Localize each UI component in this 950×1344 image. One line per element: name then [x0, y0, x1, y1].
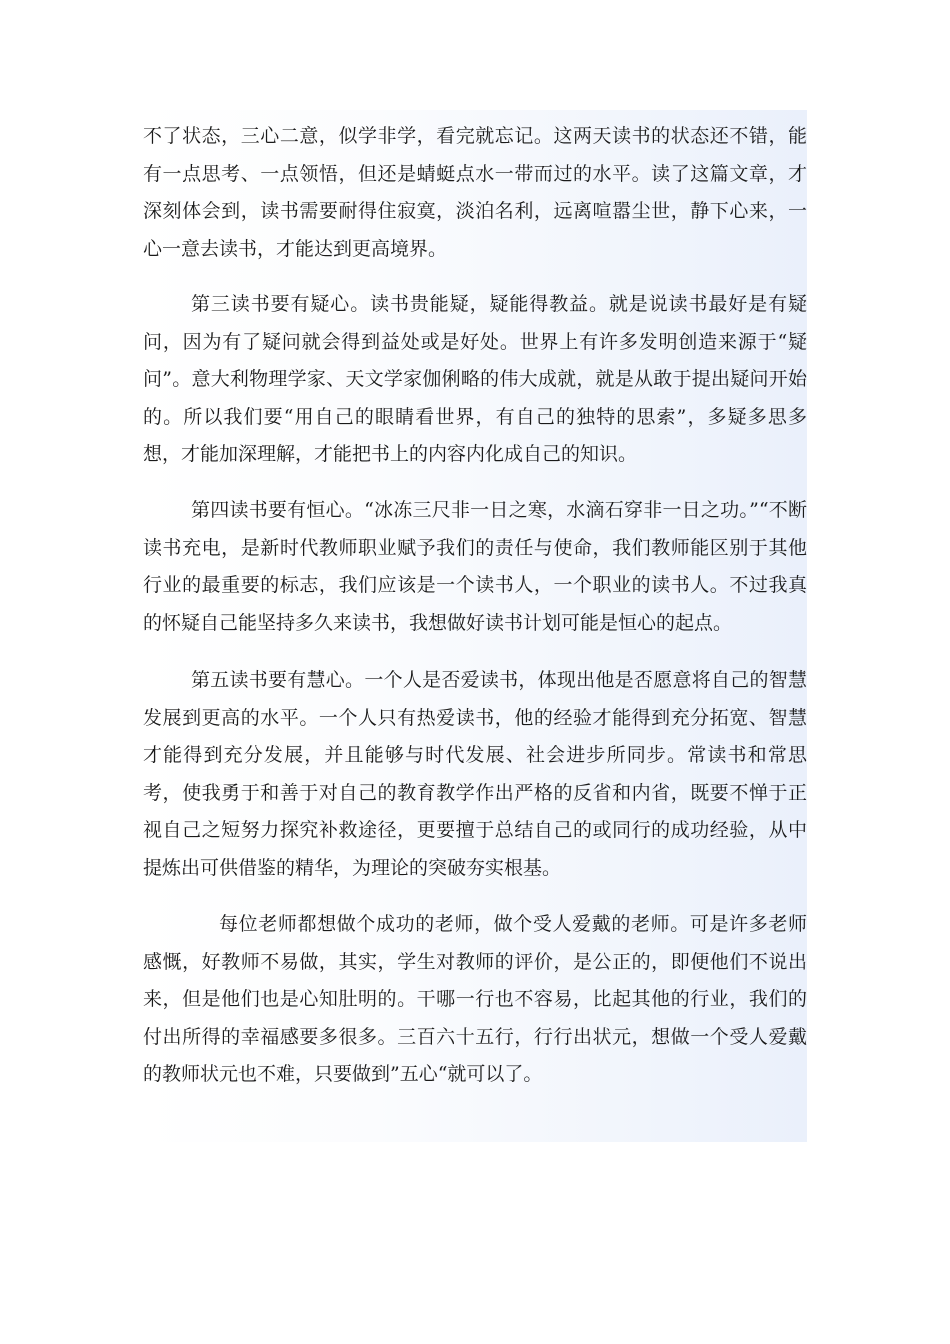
paragraph-perseverance: 第四读书要有恒心。“冰冻三尺非一日之寒，水滴石穿非一日之功。”“不断读书充电，是新时代教师职业赋予我们的责任与使命，我们教师能区别于其他行业的最重要的标志，我们应该是一个读书人，一个职业的读书人。不过我真的怀疑自己能坚持多久来读书，我想做好读书计划可能是恒心的起点。 [143, 499, 807, 634]
highlighted-text-block [143, 110, 807, 1142]
paragraph-doubt: 第三读书要有疑心。读书贵能疑，疑能得教益。就是说读书最好是有疑问，因为有了疑问就会得到益处或是好处。世界上有许多发明创造来源于“疑问”。意大利物理学家、天文学家伽俐略的伟大成就，就是从敢于提出疑问开始的。所以我们要“用自己的眼睛看世界，有自己的独特的思索”，多疑多思多想，才能加深理解，才能把书上的内容内化成自己的知识。 [143, 293, 807, 465]
paragraph-conclusion: 每位老师都想做个成功的老师，做个受人爱戴的老师。可是许多老师感慨，好教师不易做，其实，学生对教师的评价，是公正的，即便他们不说出来，但是他们也是心知肚明的。干哪一行也不容易，比起其他的行业，我们的付出所得的幸福感要多很多。三百六十五行，行行出状元，想做一个受人爱戴的教师状元也不难，只要做到”五心“就可以了。 [143, 913, 807, 1085]
paragraph-wisdom: 第五读书要有慧心。一个人是否爱读书，体现出他是否愿意将自己的智慧发展到更高的水平。一个人只有热爱读书，他的经验才能得到充分拓宽、智慧才能得到充分发展，并且能够与时代发展、社会进步所同步。常读书和常思考，使我勇于和善于对自己的教育教学作出严格的反省和内省，既要不惮于正视自己之短努力探究补救途径，更要擅于总结自己的或同行的成功经验，从中提炼出可供借鉴的精华，为理论的突破夯实根基。 [143, 669, 807, 879]
paragraph-continuation: 不了状态，三心二意，似学非学，看完就忘记。这两天读书的状态还不错，能有一点思考、一点领悟，但还是蜻蜓点水一带而过的水平。读了这篇文章，才深刻体会到，读书需要耐得住寂寞，淡泊名利，远离喧嚣尘世，静下心来，一心一意去读书，才能达到更高境界。 [143, 125, 807, 260]
